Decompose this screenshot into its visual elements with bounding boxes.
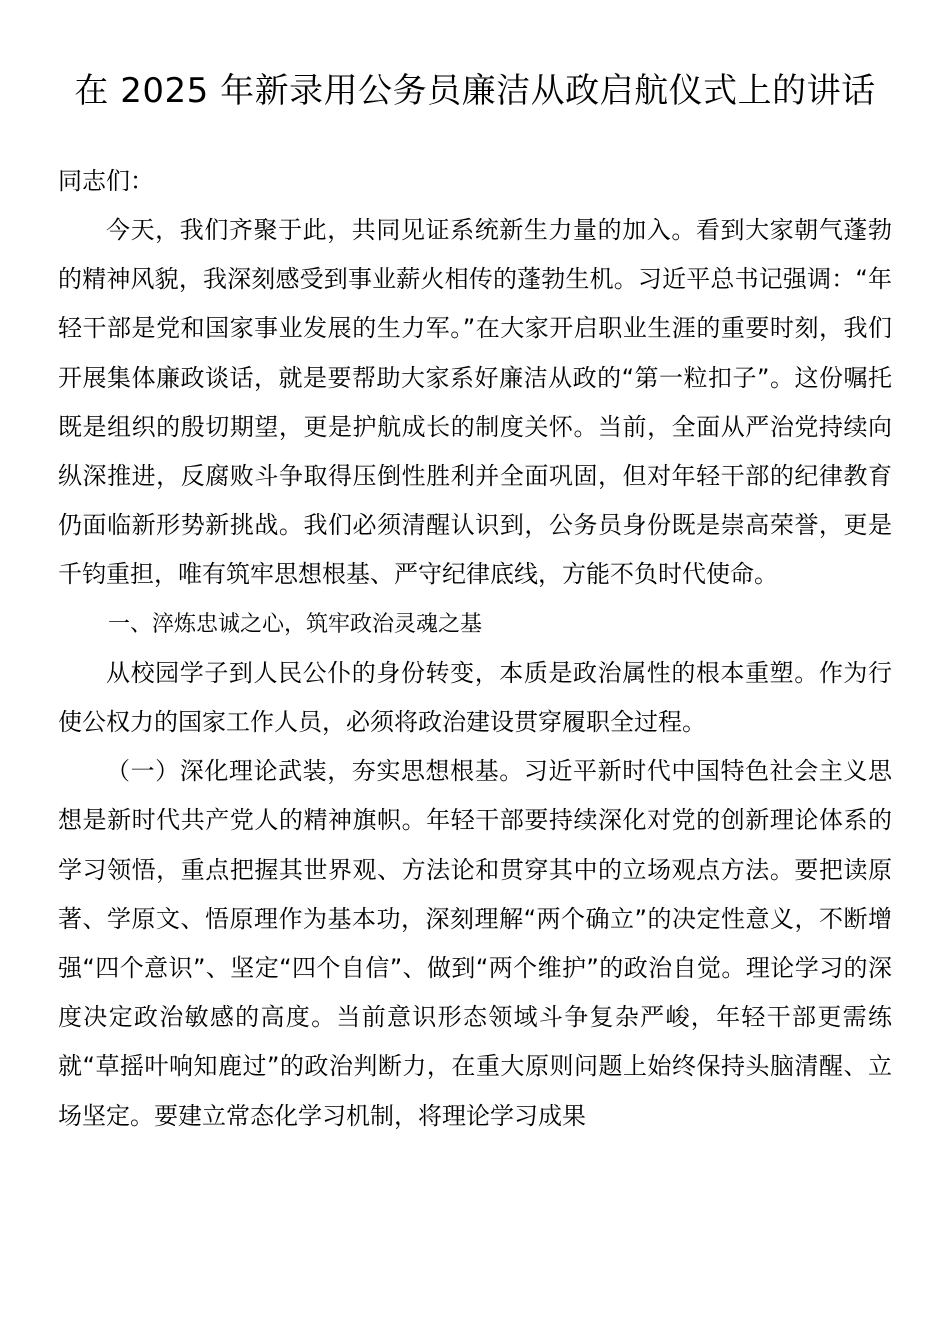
- document-title: 在 2025 年新录用公务员廉洁从政启航仪式上的讲话: [74, 71, 876, 111]
- paragraph-intro: 今天，我们齐聚于此，共同见证系统新生力量的加入。看到大家朝气蓬勃的精神风貌，我深刻感受到事业薪火相传的蓬勃生机。习近平总书记强调：“年轻干部是党和国家事业发展的生力军。”在大家开启职业生涯的重要时刻，我们开展集体廉政谈话，就是要帮助大家系好廉洁从政的“第一粒扣子”。这份嘱托既是组织的殷切期望，更是护航成长的制度关怀。当前，全面从严治党持续向纵深推进，反腐败斗争取得压倒性胜利并全面巩固，但对年轻干部的纪律教育仍面临新形势新挑战。我们必须清醒认识到，公务员身份既是崇高荣誉，更是千钧重担，唯有筑牢思想根基、严守纪律底线，方能不负时代使命。: [58, 216, 892, 589]
- paragraph-subsection-1: （一）深化理论武装，夯实思想根基。习近平新时代中国特色社会主义思想是新时代共产党人的精神旗帜。年轻干部要持续深化对党的创新理论体系的学习领悟，重点把握其世界观、方法论和贯穿其中的立场观点方法。要把读原著、学原文、悟原理作为基本功，深刻理解“两个确立”的决定性意义，不断增强“四个意识”、坚定“四个自信”、做到“两个维护”的政治自觉。理论学习的深度决定政治敏感的高度。当前意识形态领域斗争复杂严峻，年轻干部更需练就“草摇叶响知鹿过”的政治判断力，在重大原则问题上始终保持头脑清醒、立场坚定。要建立常态化学习机制，将理论学习成果: [58, 757, 892, 1130]
- salutation: 同志们：: [58, 167, 154, 195]
- paragraph-section1-intro: 从校园学子到人民公仆的身份转变，本质是政治属性的根本重塑。作为行使公权力的国家工作人员，必须将政治建设贯穿履职全过程。: [58, 658, 892, 737]
- section-heading-1: 一、淬炼忠诚之心，筑牢政治灵魂之基: [108, 611, 483, 637]
